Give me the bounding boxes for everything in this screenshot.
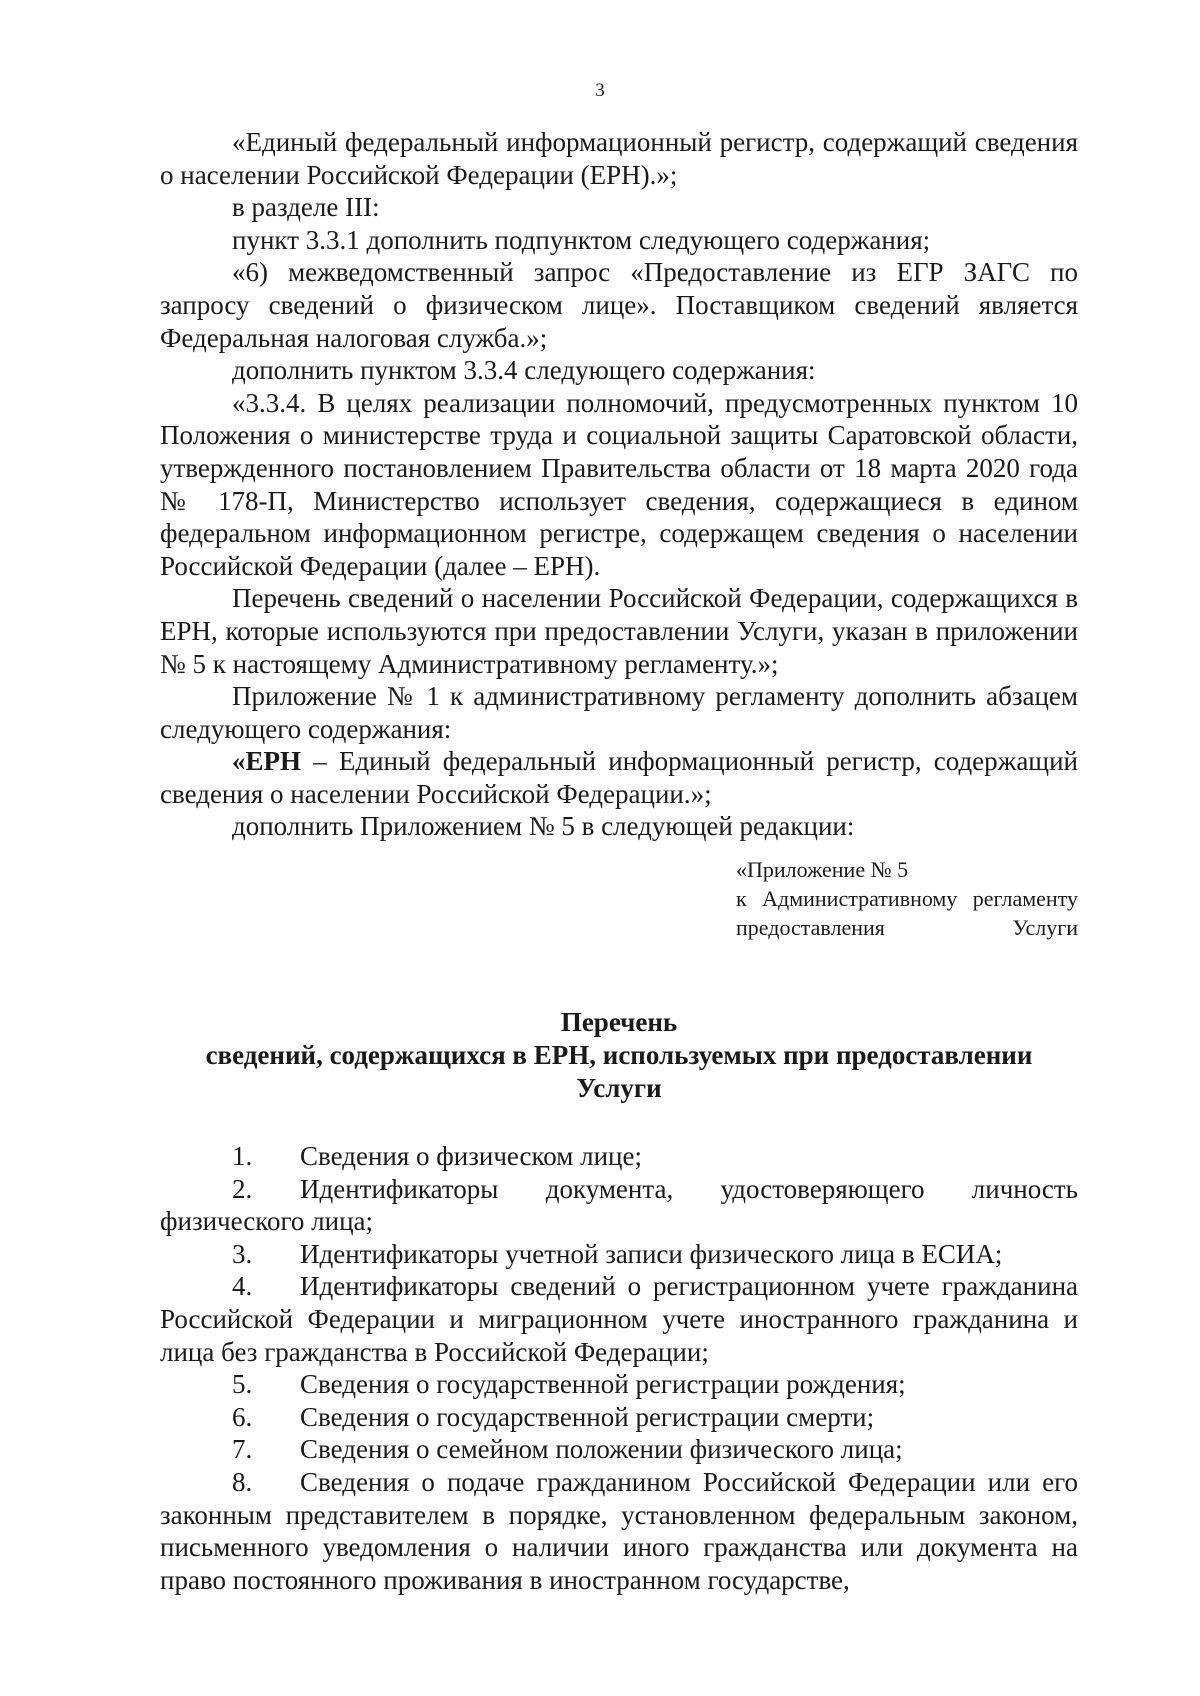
list-item bbox=[160, 1466, 1078, 1596]
list-item bbox=[160, 1368, 1078, 1401]
appendix-header-title: «Приложение № 5 bbox=[736, 857, 909, 883]
list-item bbox=[160, 1140, 1078, 1173]
list-item-number: 3. bbox=[232, 1238, 253, 1269]
paragraph-appendix-1: Приложение № 1 к административному регламенту дополнить абзацем следующего содержания: bbox=[160, 681, 1078, 744]
list-title-line2: сведений, содержащихся в ЕРН, используемых при предоставлении bbox=[205, 1040, 1033, 1071]
paragraph-section-iii: в разделе III: bbox=[232, 192, 380, 223]
list-item-text: Идентификаторы сведений о регистрационном учете гражданина Российской Федерации и миграционном учете иностранного гражданина и лица без гражданства в Российской Федерации; bbox=[160, 1271, 1078, 1367]
list-item-number: 6. bbox=[232, 1401, 253, 1432]
list-item bbox=[160, 1433, 1078, 1466]
paragraph-point-331: пункт 3.3.1 дополнить подпунктом следующего содержания; bbox=[232, 224, 931, 255]
info-list bbox=[160, 1140, 1078, 1596]
list-item-number: 5. bbox=[232, 1369, 253, 1400]
paragraph-add-334: дополнить пунктом 3.3.4 следующего содержания: bbox=[232, 355, 816, 386]
list-item-text: Сведения о физическом лице; bbox=[300, 1141, 642, 1172]
list-item bbox=[160, 1238, 1078, 1271]
paragraph-interagency-request: «6) межведомственный запрос «Предоставление из ЕГР ЗАГС по запросу сведений о физическом лице». Поставщиком сведений является Федеральная налоговая служба.»; bbox=[160, 257, 1078, 353]
page-number: 3 bbox=[595, 80, 605, 101]
list-item-text: Сведения о государственной регистрации рождения; bbox=[300, 1369, 906, 1400]
list-item-text: Идентификаторы учетной записи физического лица в ЕСИА; bbox=[300, 1238, 1003, 1269]
paragraph-ern-definition bbox=[160, 745, 1078, 810]
appendix-header-text: к Административному регламенту предоставления Услуги bbox=[736, 886, 1078, 941]
ern-abbreviation: «ЕРН bbox=[232, 746, 302, 777]
list-item-number: 2. bbox=[232, 1173, 253, 1204]
paragraph-ern-name: «Единый федеральный информационный регистр, содержащий сведения о населении Российской Федерации (ЕРН).»; bbox=[160, 127, 1078, 190]
paragraph-list-reference: Перечень сведений о населении Российской Федерации, содержащихся в ЕРН, которые используются при предоставлении Услуги, указан в приложении № 5 к настоящему Административному регламенту.»; bbox=[160, 583, 1078, 679]
list-item-number: 8. bbox=[232, 1467, 253, 1497]
appendix-header bbox=[736, 855, 1078, 942]
list-item-text: Идентификаторы документа, удостоверяющего личность физического лица; bbox=[160, 1173, 1078, 1237]
document-body bbox=[160, 126, 1078, 1596]
list-title-line3: Услуги bbox=[576, 1073, 662, 1104]
list-item bbox=[160, 1270, 1078, 1368]
list-item bbox=[160, 1401, 1078, 1434]
list-item-number: 4. bbox=[232, 1271, 253, 1302]
list-item-text: Сведения о государственной регистрации смерти; bbox=[300, 1401, 875, 1432]
list-title-line1: Перечень bbox=[560, 1007, 678, 1038]
list-item-text: Сведения о семейном положении физического лица; bbox=[300, 1434, 903, 1465]
ern-definition-text: – Единый федеральный информационный регистр, содержащий сведения о населении Российской Федерации.»; bbox=[160, 746, 1078, 809]
list-item-number: 1. bbox=[232, 1141, 253, 1172]
list-item bbox=[160, 1173, 1078, 1238]
paragraph-add-appendix-5: дополнить Приложением № 5 в следующей редакции: bbox=[232, 811, 855, 842]
paragraph-334-text: «3.3.4. В целях реализации полномочий, предусмотренных пунктом 10 Положения о министерстве труда и социальной защиты Саратовской области, утвержденного постановлением Правительства области от 18 марта 2020 года № 178-П, Министерство использует сведения, содержащиеся в едином федеральном информационном регистре, содержащем сведения о населении Российской Федерации (далее – ЕРН). bbox=[160, 387, 1078, 581]
list-item-number: 7. bbox=[232, 1434, 253, 1465]
list-item-text: Сведения о подаче гражданином Российской Федерации или его законным представителем в порядке, установленном федеральным законом, письменного уведомления о наличии иного гражданства или документа на право постоянного проживания в иностранном государстве, bbox=[160, 1467, 1078, 1595]
